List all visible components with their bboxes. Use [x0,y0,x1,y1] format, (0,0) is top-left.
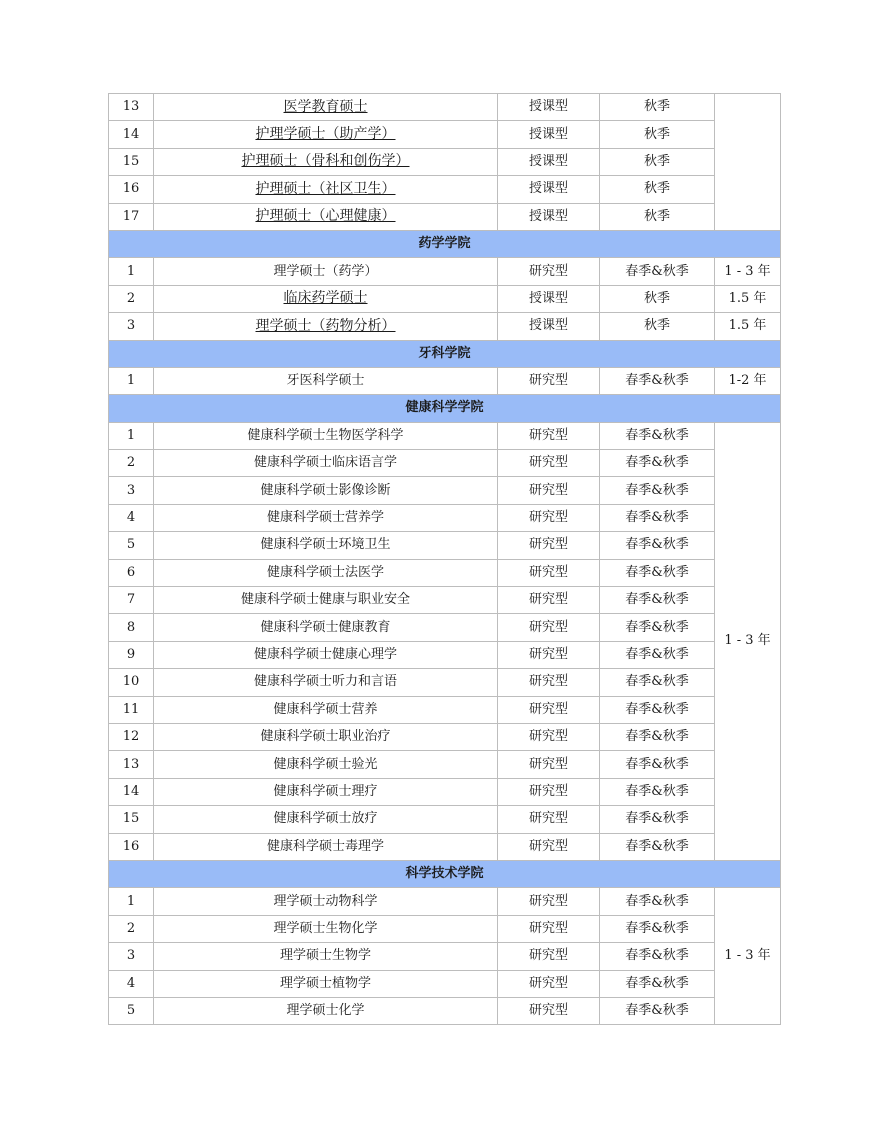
intake-season: 春季&秋季 [600,258,715,285]
row-number: 4 [109,970,154,997]
intake-season: 春季&秋季 [600,367,715,394]
row-number: 14 [109,778,154,805]
program-name: 健康科学硕士法医学 [154,559,498,586]
row-number: 10 [109,669,154,696]
program-name: 牙医科学硕士 [154,367,498,394]
section-header-row [109,340,781,367]
program-name: 健康科学硕士职业治疗 [154,723,498,750]
table-row [109,367,781,394]
program-type: 研究型 [498,806,600,833]
programs-table-body [109,94,781,1025]
intake-season: 秋季 [600,313,715,340]
intake-season: 春季&秋季 [600,997,715,1024]
section-header-row [109,395,781,422]
program-type: 授课型 [498,121,600,148]
program-link-text[interactable]: 护理硕士（社区卫生） [255,180,396,197]
program-type: 研究型 [498,888,600,915]
intake-season: 秋季 [600,148,715,175]
row-number: 12 [109,723,154,750]
intake-season: 春季&秋季 [600,970,715,997]
program-name: 健康科学硕士营养学 [154,504,498,531]
row-number: 16 [109,176,154,203]
table-row [109,888,781,915]
programs-table [108,93,781,1025]
section-title: 牙科学院 [109,340,781,367]
intake-season: 秋季 [600,121,715,148]
table-row [109,504,781,531]
program-name: 健康科学硕士验光 [154,751,498,778]
intake-season: 春季&秋季 [600,587,715,614]
intake-season: 春季&秋季 [600,915,715,942]
intake-season: 秋季 [600,176,715,203]
program-name: 理学硕士生物化学 [154,915,498,942]
table-row [109,833,781,860]
table-row [109,587,781,614]
row-number: 1 [109,422,154,449]
program-type: 授课型 [498,94,600,121]
program-type: 授课型 [498,285,600,312]
table-row [109,915,781,942]
table-row [109,313,781,340]
program-type: 研究型 [498,422,600,449]
program-name: 健康科学硕士环境卫生 [154,532,498,559]
program-name: 理学硕士动物科学 [154,888,498,915]
duration: 1 - 3 年 [715,258,781,285]
row-number: 16 [109,833,154,860]
intake-season: 春季&秋季 [600,559,715,586]
table-row [109,778,781,805]
program-name: 健康科学硕士健康心理学 [154,641,498,668]
table-row [109,806,781,833]
program-name: 健康科学硕士理疗 [154,778,498,805]
row-number: 11 [109,696,154,723]
table-row [109,450,781,477]
row-number: 2 [109,915,154,942]
intake-season: 春季&秋季 [600,422,715,449]
section-title: 药学学院 [109,230,781,257]
row-number: 2 [109,450,154,477]
program-name: 健康科学硕士营养 [154,696,498,723]
table-row [109,532,781,559]
intake-season: 秋季 [600,203,715,230]
program-type: 研究型 [498,751,600,778]
intake-season: 春季&秋季 [600,943,715,970]
section-header-row [109,860,781,887]
duration [715,94,781,231]
row-number: 15 [109,806,154,833]
duration: 1-2 年 [715,367,781,394]
row-number: 13 [109,751,154,778]
program-type: 研究型 [498,778,600,805]
table-row [109,614,781,641]
intake-season: 春季&秋季 [600,450,715,477]
intake-season: 春季&秋季 [600,888,715,915]
program-type: 授课型 [498,203,600,230]
duration: 1.5 年 [715,285,781,312]
program-type: 研究型 [498,669,600,696]
program-type: 研究型 [498,367,600,394]
program-name: 健康科学硕士听力和言语 [154,669,498,696]
row-number: 1 [109,367,154,394]
row-number: 3 [109,313,154,340]
table-row [109,559,781,586]
program-link[interactable] [154,94,498,121]
program-type: 研究型 [498,696,600,723]
row-number: 5 [109,997,154,1024]
program-type: 授课型 [498,176,600,203]
duration: 1 - 3 年 [715,422,781,860]
program-type: 研究型 [498,450,600,477]
program-type: 研究型 [498,477,600,504]
program-link[interactable] [154,148,498,175]
row-number: 3 [109,477,154,504]
program-name: 健康科学硕士放疗 [154,806,498,833]
program-link[interactable] [154,121,498,148]
program-name: 健康科学硕士临床语言学 [154,450,498,477]
program-type: 研究型 [498,833,600,860]
program-link[interactable] [154,285,498,312]
program-name: 健康科学硕士健康教育 [154,614,498,641]
table-row [109,723,781,750]
intake-season: 春季&秋季 [600,669,715,696]
program-type: 研究型 [498,532,600,559]
program-link-text[interactable]: 理学硕士（药物分析） [255,317,396,334]
program-type: 研究型 [498,258,600,285]
row-number: 9 [109,641,154,668]
intake-season: 秋季 [600,94,715,121]
intake-season: 春季&秋季 [600,751,715,778]
program-name: 理学硕士生物学 [154,943,498,970]
program-link[interactable] [154,176,498,203]
program-type: 研究型 [498,943,600,970]
program-link-text[interactable]: 护理硕士（心理健康） [255,208,396,225]
program-name: 理学硕士化学 [154,997,498,1024]
duration: 1.5 年 [715,313,781,340]
section-header-row [109,230,781,257]
row-number: 13 [109,94,154,121]
table-row [109,176,781,203]
row-number: 3 [109,943,154,970]
table-row [109,285,781,312]
program-type: 研究型 [498,915,600,942]
row-number: 7 [109,587,154,614]
row-number: 15 [109,148,154,175]
program-link-text[interactable]: 临床药学硕士 [283,290,368,307]
intake-season: 春季&秋季 [600,723,715,750]
intake-season: 春季&秋季 [600,806,715,833]
program-type: 研究型 [498,970,600,997]
intake-season: 春季&秋季 [600,833,715,860]
program-type: 研究型 [498,614,600,641]
table-row [109,641,781,668]
table-row [109,121,781,148]
table-row [109,997,781,1024]
row-number: 2 [109,285,154,312]
program-name: 理学硕士植物学 [154,970,498,997]
program-link[interactable] [154,203,498,230]
program-type: 授课型 [498,148,600,175]
program-type: 研究型 [498,504,600,531]
program-type: 研究型 [498,587,600,614]
intake-season: 春季&秋季 [600,696,715,723]
row-number: 1 [109,258,154,285]
intake-season: 春季&秋季 [600,477,715,504]
table-row [109,696,781,723]
program-type: 研究型 [498,997,600,1024]
program-name: 健康科学硕士健康与职业安全 [154,587,498,614]
program-name: 健康科学硕士毒理学 [154,833,498,860]
program-type: 研究型 [498,559,600,586]
table-row [109,258,781,285]
program-name: 理学硕士（药学） [154,258,498,285]
program-type: 授课型 [498,313,600,340]
table-row [109,751,781,778]
program-link-text[interactable]: 医学教育硕士 [283,98,368,115]
intake-season: 春季&秋季 [600,641,715,668]
program-link[interactable] [154,313,498,340]
table-row [109,422,781,449]
row-number: 8 [109,614,154,641]
program-type: 研究型 [498,641,600,668]
table-row [109,970,781,997]
intake-season: 春季&秋季 [600,614,715,641]
section-title: 健康科学学院 [109,395,781,422]
row-number: 1 [109,888,154,915]
table-row [109,203,781,230]
table-row [109,148,781,175]
row-number: 4 [109,504,154,531]
intake-season: 春季&秋季 [600,778,715,805]
program-link-text[interactable]: 护理硕士（骨科和创伤学） [241,153,410,170]
row-number: 5 [109,532,154,559]
intake-season: 春季&秋季 [600,504,715,531]
program-type: 研究型 [498,723,600,750]
table-row [109,669,781,696]
intake-season: 秋季 [600,285,715,312]
duration: 1 - 3 年 [715,888,781,1025]
program-name: 健康科学硕士影像诊断 [154,477,498,504]
table-row [109,943,781,970]
row-number: 17 [109,203,154,230]
table-row [109,477,781,504]
row-number: 14 [109,121,154,148]
program-link-text[interactable]: 护理学硕士（助产学） [255,126,396,143]
program-name: 健康科学硕士生物医学科学 [154,422,498,449]
section-title: 科学技术学院 [109,860,781,887]
row-number: 6 [109,559,154,586]
table-row [109,94,781,121]
intake-season: 春季&秋季 [600,532,715,559]
